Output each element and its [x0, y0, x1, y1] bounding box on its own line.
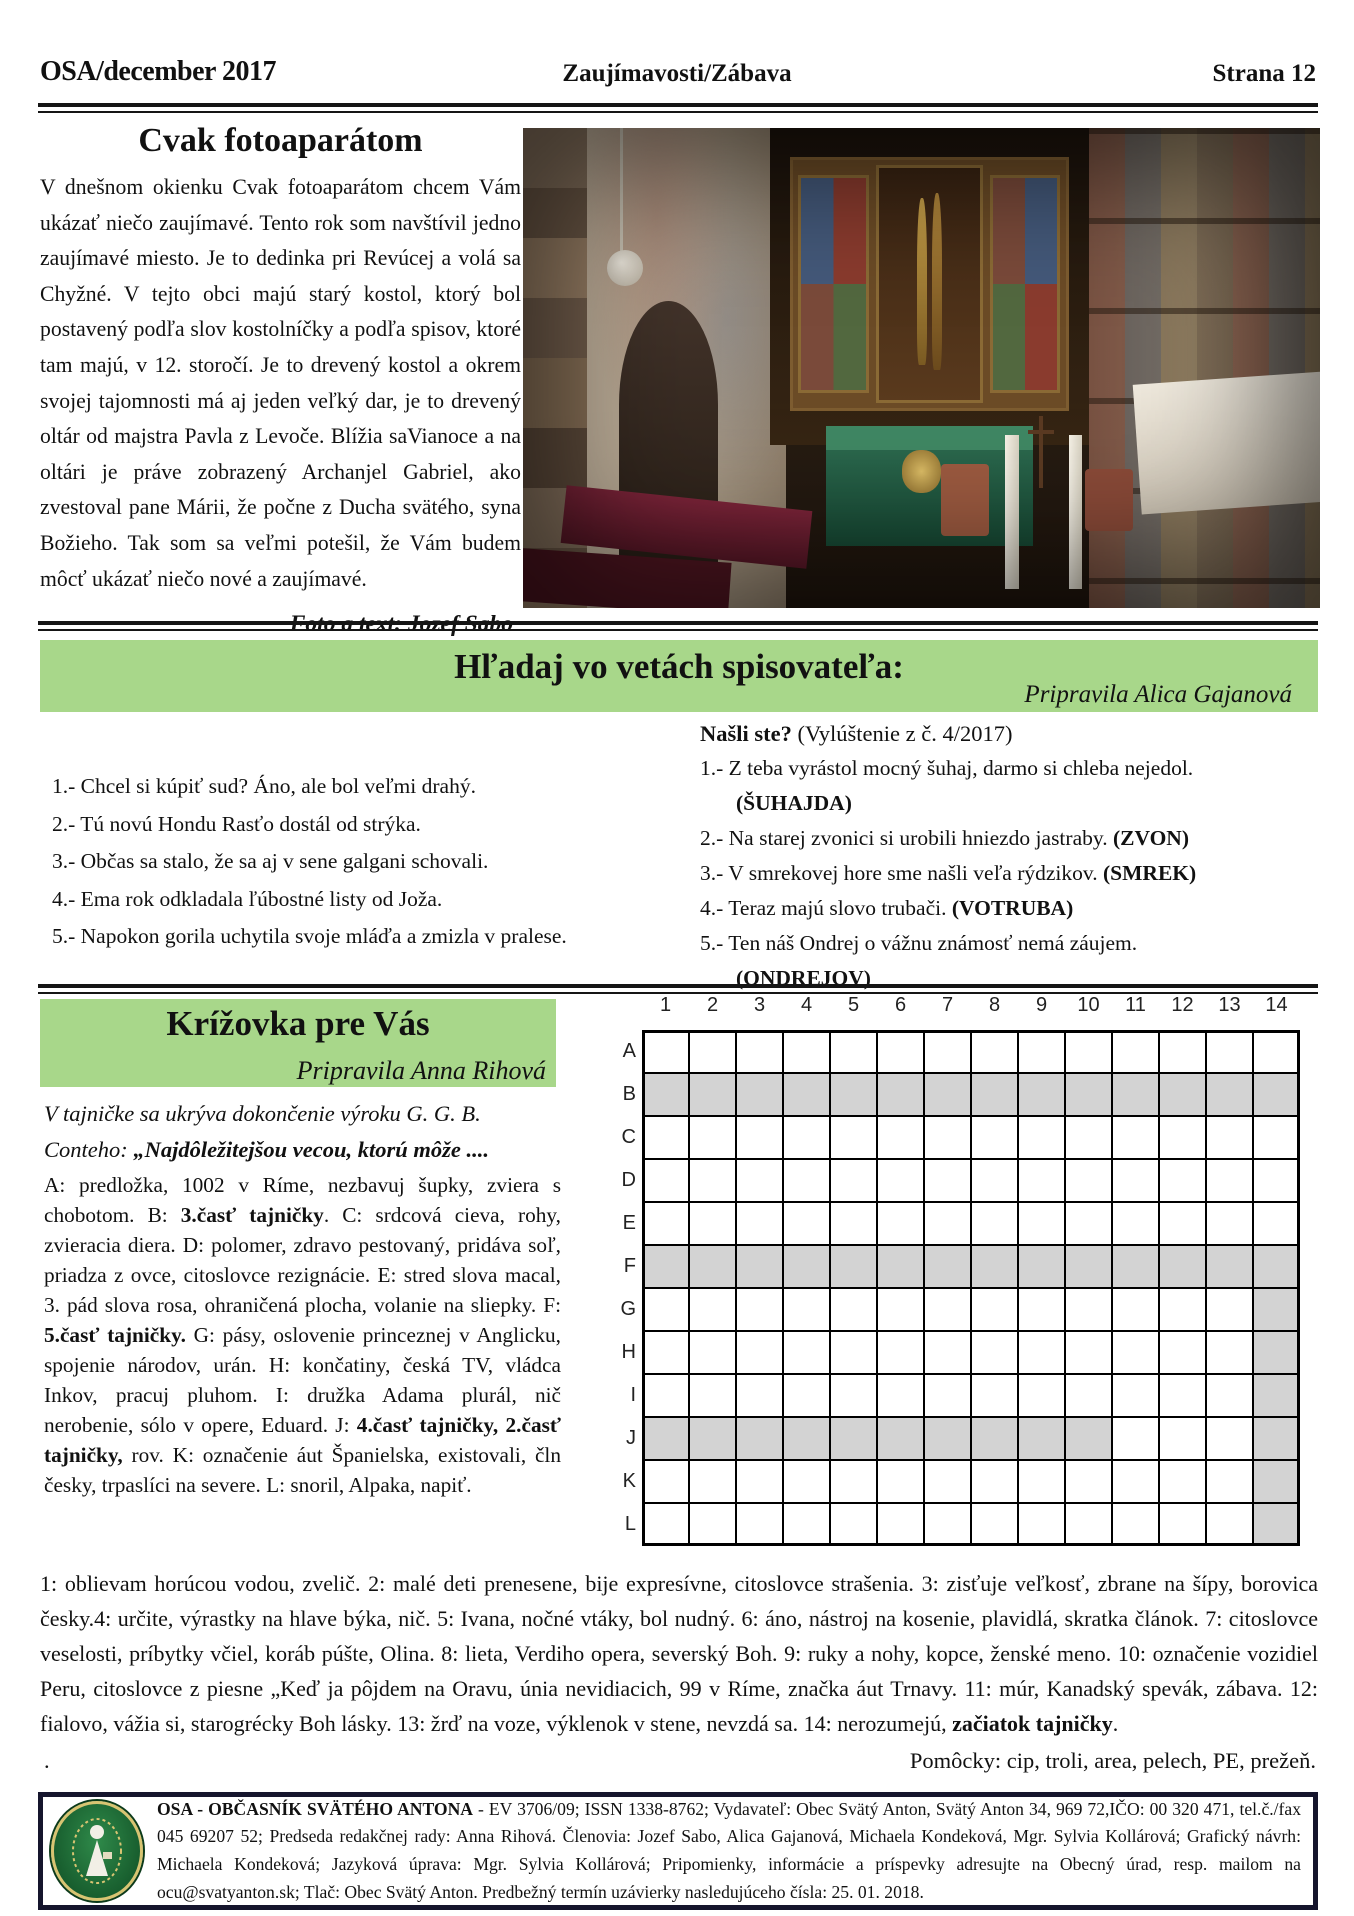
imprint-text [157, 1796, 1301, 1906]
grid-cell-J8 [971, 1417, 1018, 1460]
grid-row-label: G [620, 1298, 636, 1320]
grid-cell-C4 [783, 1116, 830, 1159]
grid-cell-I14 [1253, 1374, 1300, 1417]
grid-cell-L5 [830, 1503, 877, 1546]
grid-cell-I9 [1018, 1374, 1065, 1417]
grid-cell-L14 [1253, 1503, 1300, 1546]
grid-cell-B4 [783, 1073, 830, 1116]
grid-cell-C13 [1206, 1116, 1253, 1159]
solution-answer: (ONDREJOV) [736, 966, 871, 990]
grid-cell-K4 [783, 1460, 830, 1503]
solution-item: 4.- Teraz majú slovo trubači. (VOTRUBA) [700, 896, 1074, 920]
grid-cell-A3 [736, 1030, 783, 1073]
grid-cell-F2 [689, 1245, 736, 1288]
section-divider [38, 621, 1318, 631]
list-item: 5.- Napokon gorila uchytila svoje mláďa a zmizla v pralese. [52, 924, 567, 948]
grid-cell-I11 [1112, 1374, 1159, 1417]
grid-cell-K3 [736, 1460, 783, 1503]
grid-cell-E1 [642, 1202, 689, 1245]
osa-logo [51, 1801, 143, 1901]
grid-cell-H9 [1018, 1331, 1065, 1374]
crossword-intro-line2: Conteho: „Najdôležitejšou vecou, ktorú môže .... [44, 1137, 489, 1162]
grid-cell-H11 [1112, 1331, 1159, 1374]
grid-cell-E6 [877, 1202, 924, 1245]
grid-row-label: H [621, 1341, 636, 1363]
grid-row-label: K [622, 1470, 636, 1492]
grid-col-number: 13 [1218, 994, 1241, 1016]
masthead-divider [38, 103, 1318, 113]
grid-cell-I1 [642, 1374, 689, 1417]
solutions-heading-bold: Našli ste? [700, 721, 792, 746]
crossword-byline: Pripravila Anna Rihová [296, 1056, 546, 1085]
grid-cell-A7 [924, 1030, 971, 1073]
grid-cell-G13 [1206, 1288, 1253, 1331]
masthead-issue: OSA/december 2017 [40, 56, 276, 87]
solution-item: 5.- Ten náš Ondrej o vážnu známosť nemá záujem. [700, 931, 1138, 955]
grid-col-number: 4 [800, 994, 813, 1016]
grid-cell-K9 [1018, 1460, 1065, 1503]
grid-cell-K13 [1206, 1460, 1253, 1503]
grid-cell-F10 [1065, 1245, 1112, 1288]
grid-col-number: 6 [894, 994, 907, 1016]
grid-cell-K12 [1159, 1460, 1206, 1503]
helpers-row [44, 1748, 1316, 1774]
grid-cell-I8 [971, 1374, 1018, 1417]
grid-cell-E10 [1065, 1202, 1112, 1245]
grid-cell-F11 [1112, 1245, 1159, 1288]
grid-cell-A13 [1206, 1030, 1253, 1073]
word-search-solutions [700, 716, 1320, 996]
grid-cell-B3 [736, 1073, 783, 1116]
grid-cell-C8 [971, 1116, 1018, 1159]
grid-cell-H8 [971, 1331, 1018, 1374]
grid-cell-A14 [1253, 1030, 1300, 1073]
photo-vignette [523, 128, 1320, 608]
imprint-box [38, 1792, 1318, 1910]
article-body: V dnešnom okienku Cvak fotoaparátom chcem Vám ukázať niečo zaujímavé. Tento rok som navštívil jedno zaujímavé miesto. Je to dedinka pri Revúcej a volá sa Chyžné. V tejto obci majú starý kostol, ktorý bol postavený podľa slov kostolníčky a podľa spisov, ktoré tam majú, v 12. storočí. Je to drevený kostol a okrem svojej tajomnosti má aj jeden veľký dar, je to drevený oltár od majstra Pavla z Levoče. Blížia saVianoce a na oltári je práve zobrazený Archanjel Gabriel, ako zvestoval pane Márii, že počne z Ducha svätého, syna Božieho. Tak som sa veľmi potešil, že Vám budem môcť ukázať niečo nové a zaujímavé. [40, 175, 521, 591]
grid-cell-H10 [1065, 1331, 1112, 1374]
grid-row-label: F [623, 1255, 636, 1277]
grid-cell-I2 [689, 1374, 736, 1417]
grid-cell-D13 [1206, 1159, 1253, 1202]
grid-cell-G8 [971, 1288, 1018, 1331]
word-search-banner [40, 640, 1318, 712]
grid-cell-I10 [1065, 1374, 1112, 1417]
grid-cell-A12 [1159, 1030, 1206, 1073]
masthead-page-number: Strana 12 [1212, 60, 1316, 87]
crossword-intro-line1: V tajničke sa ukrýva dokončenie výroku G. G. B. [44, 1101, 481, 1126]
grid-cell-H1 [642, 1331, 689, 1374]
grid-cell-L13 [1206, 1503, 1253, 1546]
grid-cell-L2 [689, 1503, 736, 1546]
stray-dot: . [44, 1748, 50, 1773]
grid-cell-J13 [1206, 1417, 1253, 1460]
grid-cell-D10 [1065, 1159, 1112, 1202]
grid-cell-D3 [736, 1159, 783, 1202]
grid-cell-B7 [924, 1073, 971, 1116]
grid-cell-C6 [877, 1116, 924, 1159]
crossword-grid [608, 992, 1314, 1558]
grid-cell-E4 [783, 1202, 830, 1245]
article-byline: Foto a text: Jozef Sabo [289, 611, 513, 638]
grid-cell-H12 [1159, 1331, 1206, 1374]
word-search-sentences [52, 768, 617, 956]
saint-figure-icon [70, 1818, 124, 1884]
grid-cell-E13 [1206, 1202, 1253, 1245]
grid-cell-G3 [736, 1288, 783, 1331]
grid-cell-F12 [1159, 1245, 1206, 1288]
grid-cell-C14 [1253, 1116, 1300, 1159]
grid-cell-G1 [642, 1288, 689, 1331]
grid-cell-H4 [783, 1331, 830, 1374]
grid-cell-K6 [877, 1460, 924, 1503]
grid-cell-H14 [1253, 1331, 1300, 1374]
grid-cell-H5 [830, 1331, 877, 1374]
grid-col-number: 7 [941, 994, 954, 1016]
grid-cell-A5 [830, 1030, 877, 1073]
grid-cell-F5 [830, 1245, 877, 1288]
grid-cell-I12 [1159, 1374, 1206, 1417]
grid-cell-C3 [736, 1116, 783, 1159]
grid-cell-K10 [1065, 1460, 1112, 1503]
grid-cell-F13 [1206, 1245, 1253, 1288]
grid-cell-E12 [1159, 1202, 1206, 1245]
grid-col-number: 3 [753, 994, 766, 1016]
grid-cell-A4 [783, 1030, 830, 1073]
grid-cell-D1 [642, 1159, 689, 1202]
grid-cell-A10 [1065, 1030, 1112, 1073]
article-title: Cvak fotoaparátom [138, 122, 423, 159]
grid-cell-G5 [830, 1288, 877, 1331]
list-item: 3.- Občas sa stalo, že sa aj v sene galgani schovali. [52, 849, 489, 873]
grid-cell-G6 [877, 1288, 924, 1331]
grid-cell-J1 [642, 1417, 689, 1460]
word-search-byline: Pripravila Alica Gajanová [1024, 681, 1292, 708]
grid-cell-I5 [830, 1374, 877, 1417]
grid-cell-D12 [1159, 1159, 1206, 1202]
list-item: 4.- Ema rok odkladala ľúbostné listy od Joža. [52, 886, 443, 911]
grid-cell-D4 [783, 1159, 830, 1202]
grid-cell-C12 [1159, 1116, 1206, 1159]
grid-col-number: 14 [1265, 994, 1288, 1016]
grid-col-number: 5 [847, 994, 860, 1016]
grid-cell-A1 [642, 1030, 689, 1073]
grid-row-label: B [622, 1083, 636, 1105]
word-search-title: Hľadaj vo vetách spisovateľa: [454, 647, 904, 686]
grid-col-number: 1 [659, 994, 672, 1016]
grid-cell-I6 [877, 1374, 924, 1417]
grid-cell-C10 [1065, 1116, 1112, 1159]
grid-cell-H3 [736, 1331, 783, 1374]
grid-cell-J12 [1159, 1417, 1206, 1460]
grid-cell-L12 [1159, 1503, 1206, 1546]
grid-col-number: 10 [1077, 994, 1100, 1016]
grid-cell-C9 [1018, 1116, 1065, 1159]
grid-cell-K5 [830, 1460, 877, 1503]
grid-cell-L3 [736, 1503, 783, 1546]
grid-cell-I3 [736, 1374, 783, 1417]
solution-item: 1.- Z teba vyrástol mocný šuhaj, darmo si chleba nejedol. [700, 756, 1194, 780]
grid-cell-D6 [877, 1159, 924, 1202]
grid-cell-L9 [1018, 1503, 1065, 1546]
grid-cell-G12 [1159, 1288, 1206, 1331]
grid-cell-B2 [689, 1073, 736, 1116]
imprint-details: - EV 3706/09; ISSN 1338-8762; Vydavateľ: Obec Svätý Anton, Svätý Anton 34, 969 72,IČO: 00 320 471, tel.č./fax 045 69207 52; Predseda redakčnej rady: Anna Rihová. Členovia: Jozef Sabo, Alica Gajanová, Michaela Kondeková, Mgr. Sylvia Kollárová; Grafický návrh: Michaela Kondeková; Jazyková úprava: Mgr. Sylvia Kollárová; Pripomienky, informácie a príspevky adresujte na Obecný úrad, resp. mailom na ocu@svatyanton.sk; Tlač: Obec Svätý Anton. Predbežný termín uzávierky nasledujúceho čísla: 25. 01. 2018. [157, 1798, 1302, 1902]
grid-cell-D11 [1112, 1159, 1159, 1202]
grid-cell-A6 [877, 1030, 924, 1073]
grid-row-label: E [622, 1212, 636, 1234]
grid-cell-J14 [1253, 1417, 1300, 1460]
grid-cell-L10 [1065, 1503, 1112, 1546]
grid-cell-B14 [1253, 1073, 1300, 1116]
grid-cell-D7 [924, 1159, 971, 1202]
grid-row-label: D [621, 1169, 636, 1191]
grid-cell-J5 [830, 1417, 877, 1460]
crossword-column-clues: 1: oblievam horúcou vodou, zvelič. 2: malé deti prenesene, bije expresívne, citoslovce strašenia. 3: zisťuje veľkosť, zbrane na šípy, borovica česky.4: určite, výrastky na hlave býka, nič. 5: Ivana, nočné vtáky, bol nudný. 6: áno, nástroj na kosenie, plavidlá, skratka článok. 7: citoslovce veselosti, príbytky včiel, koráb púšte, Olina. 8: lieta, Verdiho opera, severský Boh. 9: ruky a nohy, kopce, ženské meno. 10: označenie vozidiel Peru, citoslovce z piesne „Keď ja pôjdem na Oravu, únia nevidiacich, 99 v Ríme, značka áut Trnavy. 11: múr, Kanadský spevák, zábava. 12: fialovo, vážia si, starogrécky Boh lásky. 13: žrď na voze, výklenok v stene, nevzdá sa. 14: nerozumejú, začiatok tajničky. [40, 1571, 1318, 1736]
grid-cell-A11 [1112, 1030, 1159, 1073]
grid-row-label: I [630, 1384, 636, 1406]
grid-cell-E9 [1018, 1202, 1065, 1245]
grid-cell-C11 [1112, 1116, 1159, 1159]
grid-cell-C2 [689, 1116, 736, 1159]
grid-cell-I13 [1206, 1374, 1253, 1417]
grid-cell-G9 [1018, 1288, 1065, 1331]
grid-cell-J4 [783, 1417, 830, 1460]
grid-cell-C5 [830, 1116, 877, 1159]
crossword-title: Krížovka pre Vás [166, 1004, 430, 1043]
grid-cell-F7 [924, 1245, 971, 1288]
grid-cell-F1 [642, 1245, 689, 1288]
solution-answer: (ŠUHAJDA) [736, 791, 852, 815]
grid-col-number: 2 [706, 994, 719, 1016]
grid-cell-E8 [971, 1202, 1018, 1245]
masthead-section: Zaujímavosti/Zábava [562, 60, 792, 87]
grid-cell-L11 [1112, 1503, 1159, 1546]
grid-col-number: 9 [1035, 994, 1048, 1016]
grid-cell-L8 [971, 1503, 1018, 1546]
grid-cell-K2 [689, 1460, 736, 1503]
grid-cell-E7 [924, 1202, 971, 1245]
grid-cell-K8 [971, 1460, 1018, 1503]
grid-cell-J11 [1112, 1417, 1159, 1460]
grid-cell-G14 [1253, 1288, 1300, 1331]
grid-cell-B13 [1206, 1073, 1253, 1116]
grid-cell-B12 [1159, 1073, 1206, 1116]
grid-cell-B8 [971, 1073, 1018, 1116]
grid-cell-F14 [1253, 1245, 1300, 1288]
grid-cell-D8 [971, 1159, 1018, 1202]
grid-cell-B1 [642, 1073, 689, 1116]
grid-cell-E14 [1253, 1202, 1300, 1245]
grid-cell-G10 [1065, 1288, 1112, 1331]
grid-cell-J3 [736, 1417, 783, 1460]
grid-cell-G11 [1112, 1288, 1159, 1331]
grid-row-label: L [624, 1513, 636, 1535]
grid-cell-B9 [1018, 1073, 1065, 1116]
grid-cell-K7 [924, 1460, 971, 1503]
grid-row-label: A [622, 1040, 636, 1062]
list-item: 2.- Tú novú Hondu Rasťo dostál od strýka. [52, 811, 421, 836]
grid-row-label: C [621, 1126, 636, 1148]
helpers-text: Pomôcky: cip, troli, area, pelech, PE, prežeň. [909, 1748, 1316, 1773]
grid-cell-J7 [924, 1417, 971, 1460]
crossword-banner [40, 999, 556, 1087]
grid-cell-J6 [877, 1417, 924, 1460]
grid-cell-A9 [1018, 1030, 1065, 1073]
grid-cell-H6 [877, 1331, 924, 1374]
solutions-heading-rest: (Vylúštenie z č. 4/2017) [791, 721, 1013, 746]
solutions-list [700, 751, 1320, 996]
grid-cell-L6 [877, 1503, 924, 1546]
grid-cell-J9 [1018, 1417, 1065, 1460]
crossword-intro [44, 1096, 560, 1168]
grid-cell-H7 [924, 1331, 971, 1374]
grid-cell-D14 [1253, 1159, 1300, 1202]
grid-cell-H13 [1206, 1331, 1253, 1374]
grid-cell-K11 [1112, 1460, 1159, 1503]
grid-cell-B10 [1065, 1073, 1112, 1116]
grid-cell-G7 [924, 1288, 971, 1331]
grid-cell-K14 [1253, 1460, 1300, 1503]
grid-cell-F6 [877, 1245, 924, 1288]
church-altar-photo [523, 128, 1320, 608]
solutions-heading [700, 716, 1320, 751]
grid-col-number: 8 [988, 994, 1001, 1016]
solution-item: 2.- Na starej zvonici si urobili hniezdo jastraby. (ZVON) [700, 826, 1189, 850]
grid-cell-E5 [830, 1202, 877, 1245]
solution-item: 3.- V smrekovej hore sme našli veľa rýdzikov. (SMREK) [700, 861, 1197, 885]
grid-cell-F4 [783, 1245, 830, 1288]
grid-col-number: 12 [1171, 994, 1194, 1016]
grid-row-label: J [626, 1427, 636, 1449]
crossword-row-clues: A: predložka, 1002 v Ríme, nezbavuj šupky, zviera s chobotom. B: 3.časť tajničky. C: srdcová cieva, rohy, zvieracia diera. D: polomer, zdravo pestovaný, pridáva soľ, priadza z ovce, citoslovce rezignácie. E: stred slova macal, 3. pád slova rosa, ohraničená plocha, volanie na sliepky. F: 5.časť tajničky. G: pásy, oslovenie princeznej v Anglicku, spojenie národov, urán. H: končatiny, česká TV, vládca Inkov, pracuj pluhom. I: družka Adama plurál, nič nerobenie, sólo v opere, Eduard. J: 4.časť tajničky, 2.časť tajničky, rov. K: označenie áut Španielska, existovali, čln česky, trpaslíci na severe. L: snoril, Alpaka, napiť. [44, 1173, 561, 1497]
grid-cell-F9 [1018, 1245, 1065, 1288]
grid-cell-G4 [783, 1288, 830, 1331]
grid-cell-D2 [689, 1159, 736, 1202]
grid-cell-D5 [830, 1159, 877, 1202]
grid-cell-F8 [971, 1245, 1018, 1288]
grid-cell-L1 [642, 1503, 689, 1546]
grid-cell-F3 [736, 1245, 783, 1288]
grid-cell-C1 [642, 1116, 689, 1159]
grid-cell-J2 [689, 1417, 736, 1460]
grid-cell-E2 [689, 1202, 736, 1245]
article-cvak [40, 122, 521, 638]
grid-cell-E3 [736, 1202, 783, 1245]
grid-cell-J10 [1065, 1417, 1112, 1460]
grid-cell-B11 [1112, 1073, 1159, 1116]
grid-cell-D9 [1018, 1159, 1065, 1202]
grid-col-number: 11 [1125, 994, 1146, 1016]
grid-cell-L7 [924, 1503, 971, 1546]
grid-cell-B5 [830, 1073, 877, 1116]
imprint-title: OSA - OBČASNÍK SVÄTÉHO ANTONA [157, 1798, 474, 1819]
list-item: 1.- Chcel si kúpiť sud? Áno, ale bol veľmi drahý. [52, 774, 476, 798]
grid-cell-A2 [689, 1030, 736, 1073]
grid-cell-E11 [1112, 1202, 1159, 1245]
grid-cell-C7 [924, 1116, 971, 1159]
grid-cell-I4 [783, 1374, 830, 1417]
grid-cell-G2 [689, 1288, 736, 1331]
grid-cell-B6 [877, 1073, 924, 1116]
grid-cell-H2 [689, 1331, 736, 1374]
grid-cell-L4 [783, 1503, 830, 1546]
grid-cell-K1 [642, 1460, 689, 1503]
grid-cell-A8 [971, 1030, 1018, 1073]
grid-cell-I7 [924, 1374, 971, 1417]
